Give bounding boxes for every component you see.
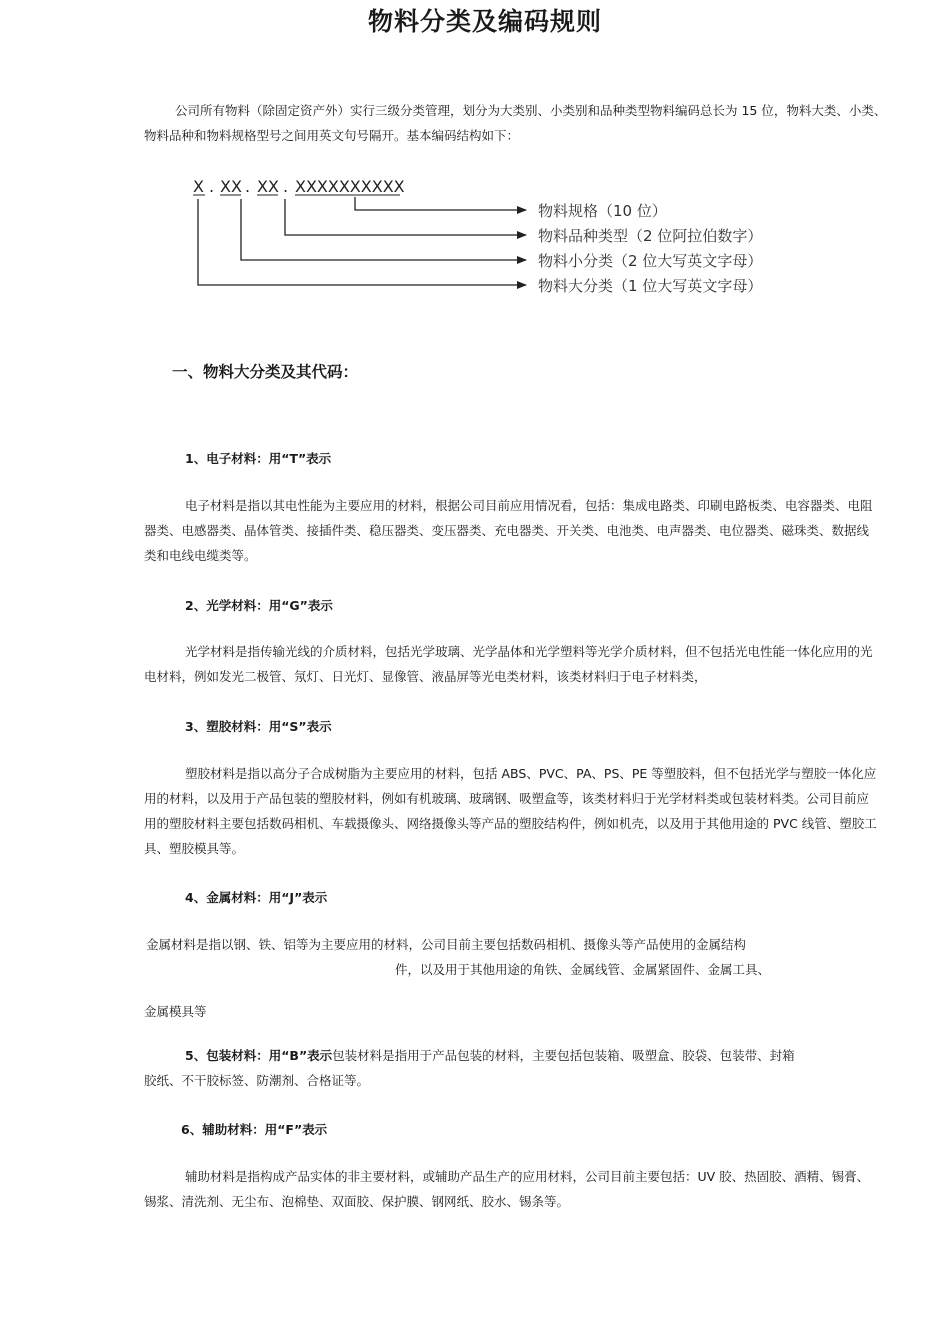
label-major-class: 物料大分类（1 位大写英文字母） <box>538 277 763 295</box>
category-heading-auxiliary: 6、辅助材料：用“F”表示 <box>181 1122 328 1137</box>
packaging-line-1 <box>185 1043 795 1068</box>
metal-line-1: 金属材料是指以钢、铁、铝等为主要应用的材料，公司目前主要包括数码相机、摄像头等产品使用的金属结构 <box>146 937 747 952</box>
packaging-line-2: 胶纸、不干胶标签、防潮剂、合格证等。 <box>144 1073 370 1088</box>
code-seg-2: XX <box>220 177 242 196</box>
packaging-text: 包装材料是指用于产品包装的材料，主要包括包装箱、吸塑盒、胶袋、包装带、封箱 <box>332 1048 795 1063</box>
intro-line-1: 公司所有物料（除固定资产外）实行三级分类管理，划分为大类别、小类别和品种类型物料编码总长为 15 位，物料大类、小类、 <box>175 103 887 118</box>
category-heading-plastic: 3、塑胶材料：用“S”表示 <box>185 719 332 734</box>
category-heading-packaging: 5、包装材料：用“B”表示 <box>185 1048 333 1063</box>
code-seg-3: XX <box>257 177 279 196</box>
category-heading-electronic: 1、电子材料：用“T”表示 <box>185 451 332 466</box>
auxiliary-line-1: 辅助材料是指构成产品实体的非主要材料，或辅助产品生产的应用材料，公司目前主要包括：UV 胶、热固胶、酒精、锡膏、 <box>185 1169 870 1184</box>
label-subclass: 物料小分类（2 位大写英文字母） <box>538 252 763 270</box>
code-dot-1: . <box>209 177 215 196</box>
code-dot-3: . <box>283 177 289 196</box>
intro-line-2: 物料品种和物料规格型号之间用英文句号隔开。基本编码结构如下： <box>144 128 520 143</box>
plastic-line-4: 具、塑胶模具等。 <box>144 841 245 856</box>
category-heading-optical: 2、光学材料：用“G”表示 <box>185 598 333 613</box>
category-heading-metal: 4、金属材料：用“J”表示 <box>185 890 328 905</box>
plastic-line-3: 用的塑胶材料主要包括数码相机、车载摄像头、网络摄像头等产品的塑胶结构件，例如机壳，以及用于其他用途的 PVC 线管、塑胶工 <box>144 816 877 831</box>
page-title: 物料分类及编码规则 <box>367 7 602 36</box>
electronic-line-1: 电子材料是指以其电性能为主要应用的材料，根据公司目前应用情况看，包括：集成电路类、印刷电路板类、电容器类、电阻 <box>185 498 873 513</box>
optical-line-2: 电材料，例如发光二极管、氖灯、日光灯、显像管、液晶屏等光电类材料，该类材料归于电子材料类， <box>144 669 707 684</box>
plastic-line-1: 塑胶材料是指以高分子合成树脂为主要应用的材料，包括 ABS、PVC、PA、PS、PE 等塑胶料，但不包括光学与塑胶一体化应 <box>185 766 877 781</box>
code-seg-1: X <box>193 177 204 196</box>
electronic-line-3: 类和电线电缆类等。 <box>144 548 257 563</box>
auxiliary-line-2: 锡浆、清洗剂、无尘布、泡棉垫、双面胶、保护膜、钢网纸、胶水、锡条等。 <box>144 1194 570 1209</box>
metal-line-2: 件，以及用于其他用途的角铁、金属线管、金属紧固件、金属工具、 <box>395 962 771 977</box>
metal-line-3: 金属模具等 <box>144 1004 207 1019</box>
electronic-line-2: 器类、电感器类、晶体管类、接插件类、稳压器类、变压器类、充电器类、开关类、电池类、电声器类、电位器类、磁珠类、数据线 <box>144 523 870 538</box>
label-variety: 物料品种类型（2 位阿拉伯数字） <box>538 227 763 245</box>
section-heading: 一、物料大分类及其代码： <box>172 363 359 381</box>
code-seg-4: XXXXXXXXXX <box>295 177 405 196</box>
label-spec: 物料规格（10 位） <box>538 202 667 220</box>
plastic-line-2: 用的材料，以及用于产品包装的塑胶材料，例如有机玻璃、玻璃钢、吸塑盒等，该类材料归于光学材料类或包装材料类。公司目前应 <box>144 791 870 806</box>
code-structure-diagram <box>188 172 808 302</box>
code-dot-2: . <box>245 177 251 196</box>
optical-line-1: 光学材料是指传输光线的介质材料，包括光学玻璃、光学晶体和光学塑料等光学介质材料，但不包括光电性能一体化应用的光 <box>185 644 873 659</box>
